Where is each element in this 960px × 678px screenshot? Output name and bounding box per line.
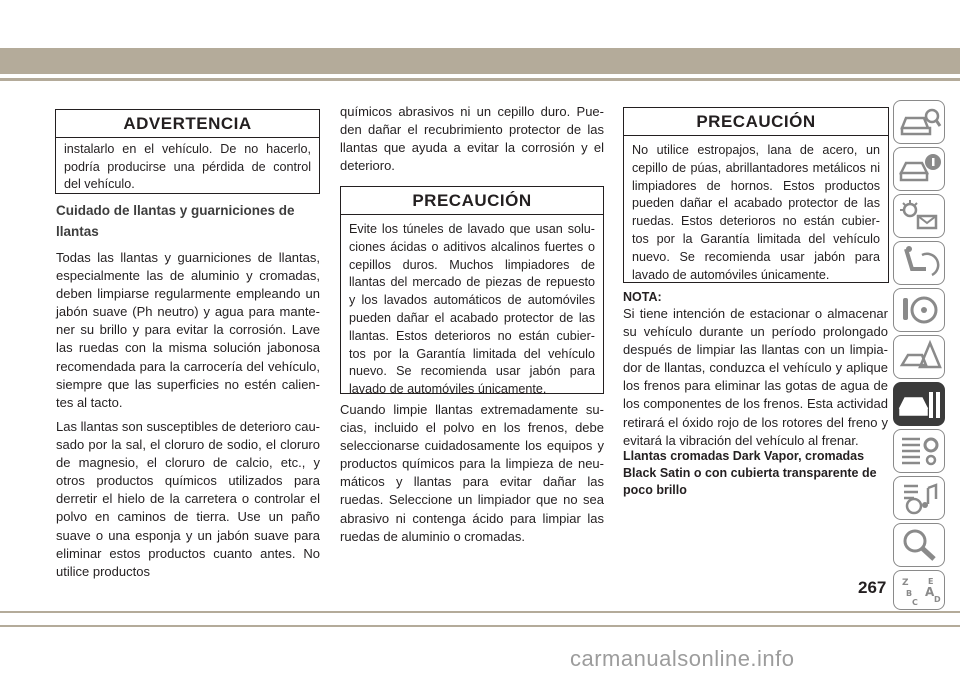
paragraph-cleaning: Todas las llantas y guarniciones de llantas, especialmente las de aluminio y cromadas, deben limpiarse regularmente empleando un jabón suave (Ph neutro) y agua para mante- ner su brillo y para evitar la corrosión. Lave las ruedas con la misma solución jabonosa recomendada para la carrocería del vehículo, siempre que las superficies no estén calien- tes al tacto. — [56, 250, 320, 410]
footer-rule-bottom — [0, 625, 960, 627]
tab-starting-operating[interactable] — [893, 288, 945, 332]
caution-box-right — [623, 107, 889, 283]
section-heading-line2: llantas — [56, 224, 99, 239]
tab-multimedia[interactable] — [893, 476, 945, 520]
svg-text:B: B — [906, 589, 913, 598]
caution-text-right: No utilice estropajos, lana de acero, un cepillo de púas, abrillantadores metálicos ni limpiadores de hornos. Estos productos pueden dañar el acabado protector de las ruedas. Estos deterioros no están cubier- tos por la Garantía limitada del vehículo nuevo. Se recomienda usar jabón para lavado de automóviles únicamente. — [632, 143, 880, 282]
car-search-icon — [898, 104, 942, 140]
svg-text:E: E — [928, 577, 934, 586]
watermark: carmanualsonline.info — [570, 646, 795, 671]
warning-title: ADVERTENCIA — [56, 110, 319, 138]
specifications-gear-icon — [898, 433, 942, 469]
page-number: 267 — [858, 578, 887, 597]
svg-text:A: A — [925, 585, 935, 599]
seat-airbag-icon — [898, 245, 942, 281]
alphabet-index-icon — [898, 574, 942, 608]
tab-vehicle-overview[interactable] — [893, 100, 945, 144]
header-rule — [0, 78, 960, 81]
paragraph-dirty-wheels: Cuando limpie llantas extremadamente su- cias, incluido el polvo en los frenos, debe seleccionarse cuidadosamente los equipos y productos químicos para la limpieza de neu- máticos y llantas para evitar dañar las ruedas. Seleccione un limpiador que no sea abrasivo ni contenga ácido para limpiar las ruedas de aluminio o cromadas. — [340, 402, 604, 544]
car-wrench-icon — [898, 386, 942, 422]
multimedia-icon — [898, 480, 942, 516]
tab-customer-assistance[interactable] — [893, 523, 945, 567]
header-band — [0, 48, 960, 74]
chrome-wheels-subheading: Llantas cromadas Dark Vapor, cromadas Black Satin o con cubierta transparente de poco brillo — [623, 449, 877, 497]
svg-text:C: C — [912, 598, 918, 607]
warning-text: instalarlo en el vehículo. De no hacerlo, podría producirse una pérdida de control del vehículo. — [64, 142, 311, 192]
warning-box — [55, 109, 320, 194]
svg-text:D: D — [934, 595, 941, 604]
warning-lights-icon — [898, 198, 942, 234]
note-text: Si tiene intención de estacionar o almacenar su vehículo durante un período prolongado después de limpiar las llantas con un limpia- dor de llantas, conduzca el vehículo y aplique los frenos para eliminar las gotas de agua de los componentes de los frenos. Esta actividad retirará el óxido rojo de los rotores del freno y evitará la vibración del vehículo al frenar. — [623, 306, 888, 448]
paragraph-damage: Las llantas son susceptibles de deterioro cau- sado por la sal, el cloruro de sodio, el cloruro de magnesio, el cloruro de calcio, etc., y otros productos químicos utilizados para derretir el hielo de la carretera o controlar el polvo en caminos de tierra. Use un paño suave o una esponja y un jabón suave para eliminar estos productos cuanto antes. No utilice productos — [56, 419, 320, 579]
tab-index[interactable] — [893, 570, 945, 610]
paragraph-abrasive: químicos abrasivos ni un cepillo duro. Pue- den dañar el recubrimiento protector de las llantas que ayuda a evitar la corrosión y el deterioro. — [340, 104, 604, 174]
tab-instrument-panel[interactable] — [893, 194, 945, 238]
tab-technical-specifications[interactable] — [893, 429, 945, 473]
tab-safety[interactable] — [893, 241, 945, 285]
caution-box-middle — [340, 186, 604, 397]
roadside-warning-icon — [898, 339, 942, 375]
tab-emergency[interactable] — [893, 335, 945, 379]
steering-key-icon — [898, 292, 942, 328]
tab-servicing-maintenance[interactable] — [893, 382, 945, 426]
section-heading — [56, 201, 326, 241]
note-label: NOTA: — [623, 290, 662, 304]
search-magnifier-icon — [898, 527, 942, 563]
caution-title-right: PRECAUCIÓN — [624, 108, 888, 136]
footer-rule-top — [0, 611, 960, 613]
caution-title-middle: PRECAUCIÓN — [341, 187, 603, 215]
section-heading-line1: Cuidado de llantas y guarniciones de — [56, 203, 295, 218]
car-info-icon — [898, 151, 942, 187]
tab-getting-to-know[interactable] — [893, 147, 945, 191]
caution-text-middle: Evite los túneles de lavado que usan solu- ciones ácidas o aditivos alcalinos fuertes o cepillos duros. Muchos limpiadores de llantas del mercado de piezas de repuesto y los lavados automáticos de automóviles pueden dañar el acabado protector de las llantas. Estos deterioros no están cubier- tos por la Garantía limitada del vehículo nuevo. Se recomienda usar jabón para lavado de automóviles únicamente. — [349, 222, 595, 397]
svg-text:Z: Z — [902, 578, 909, 588]
